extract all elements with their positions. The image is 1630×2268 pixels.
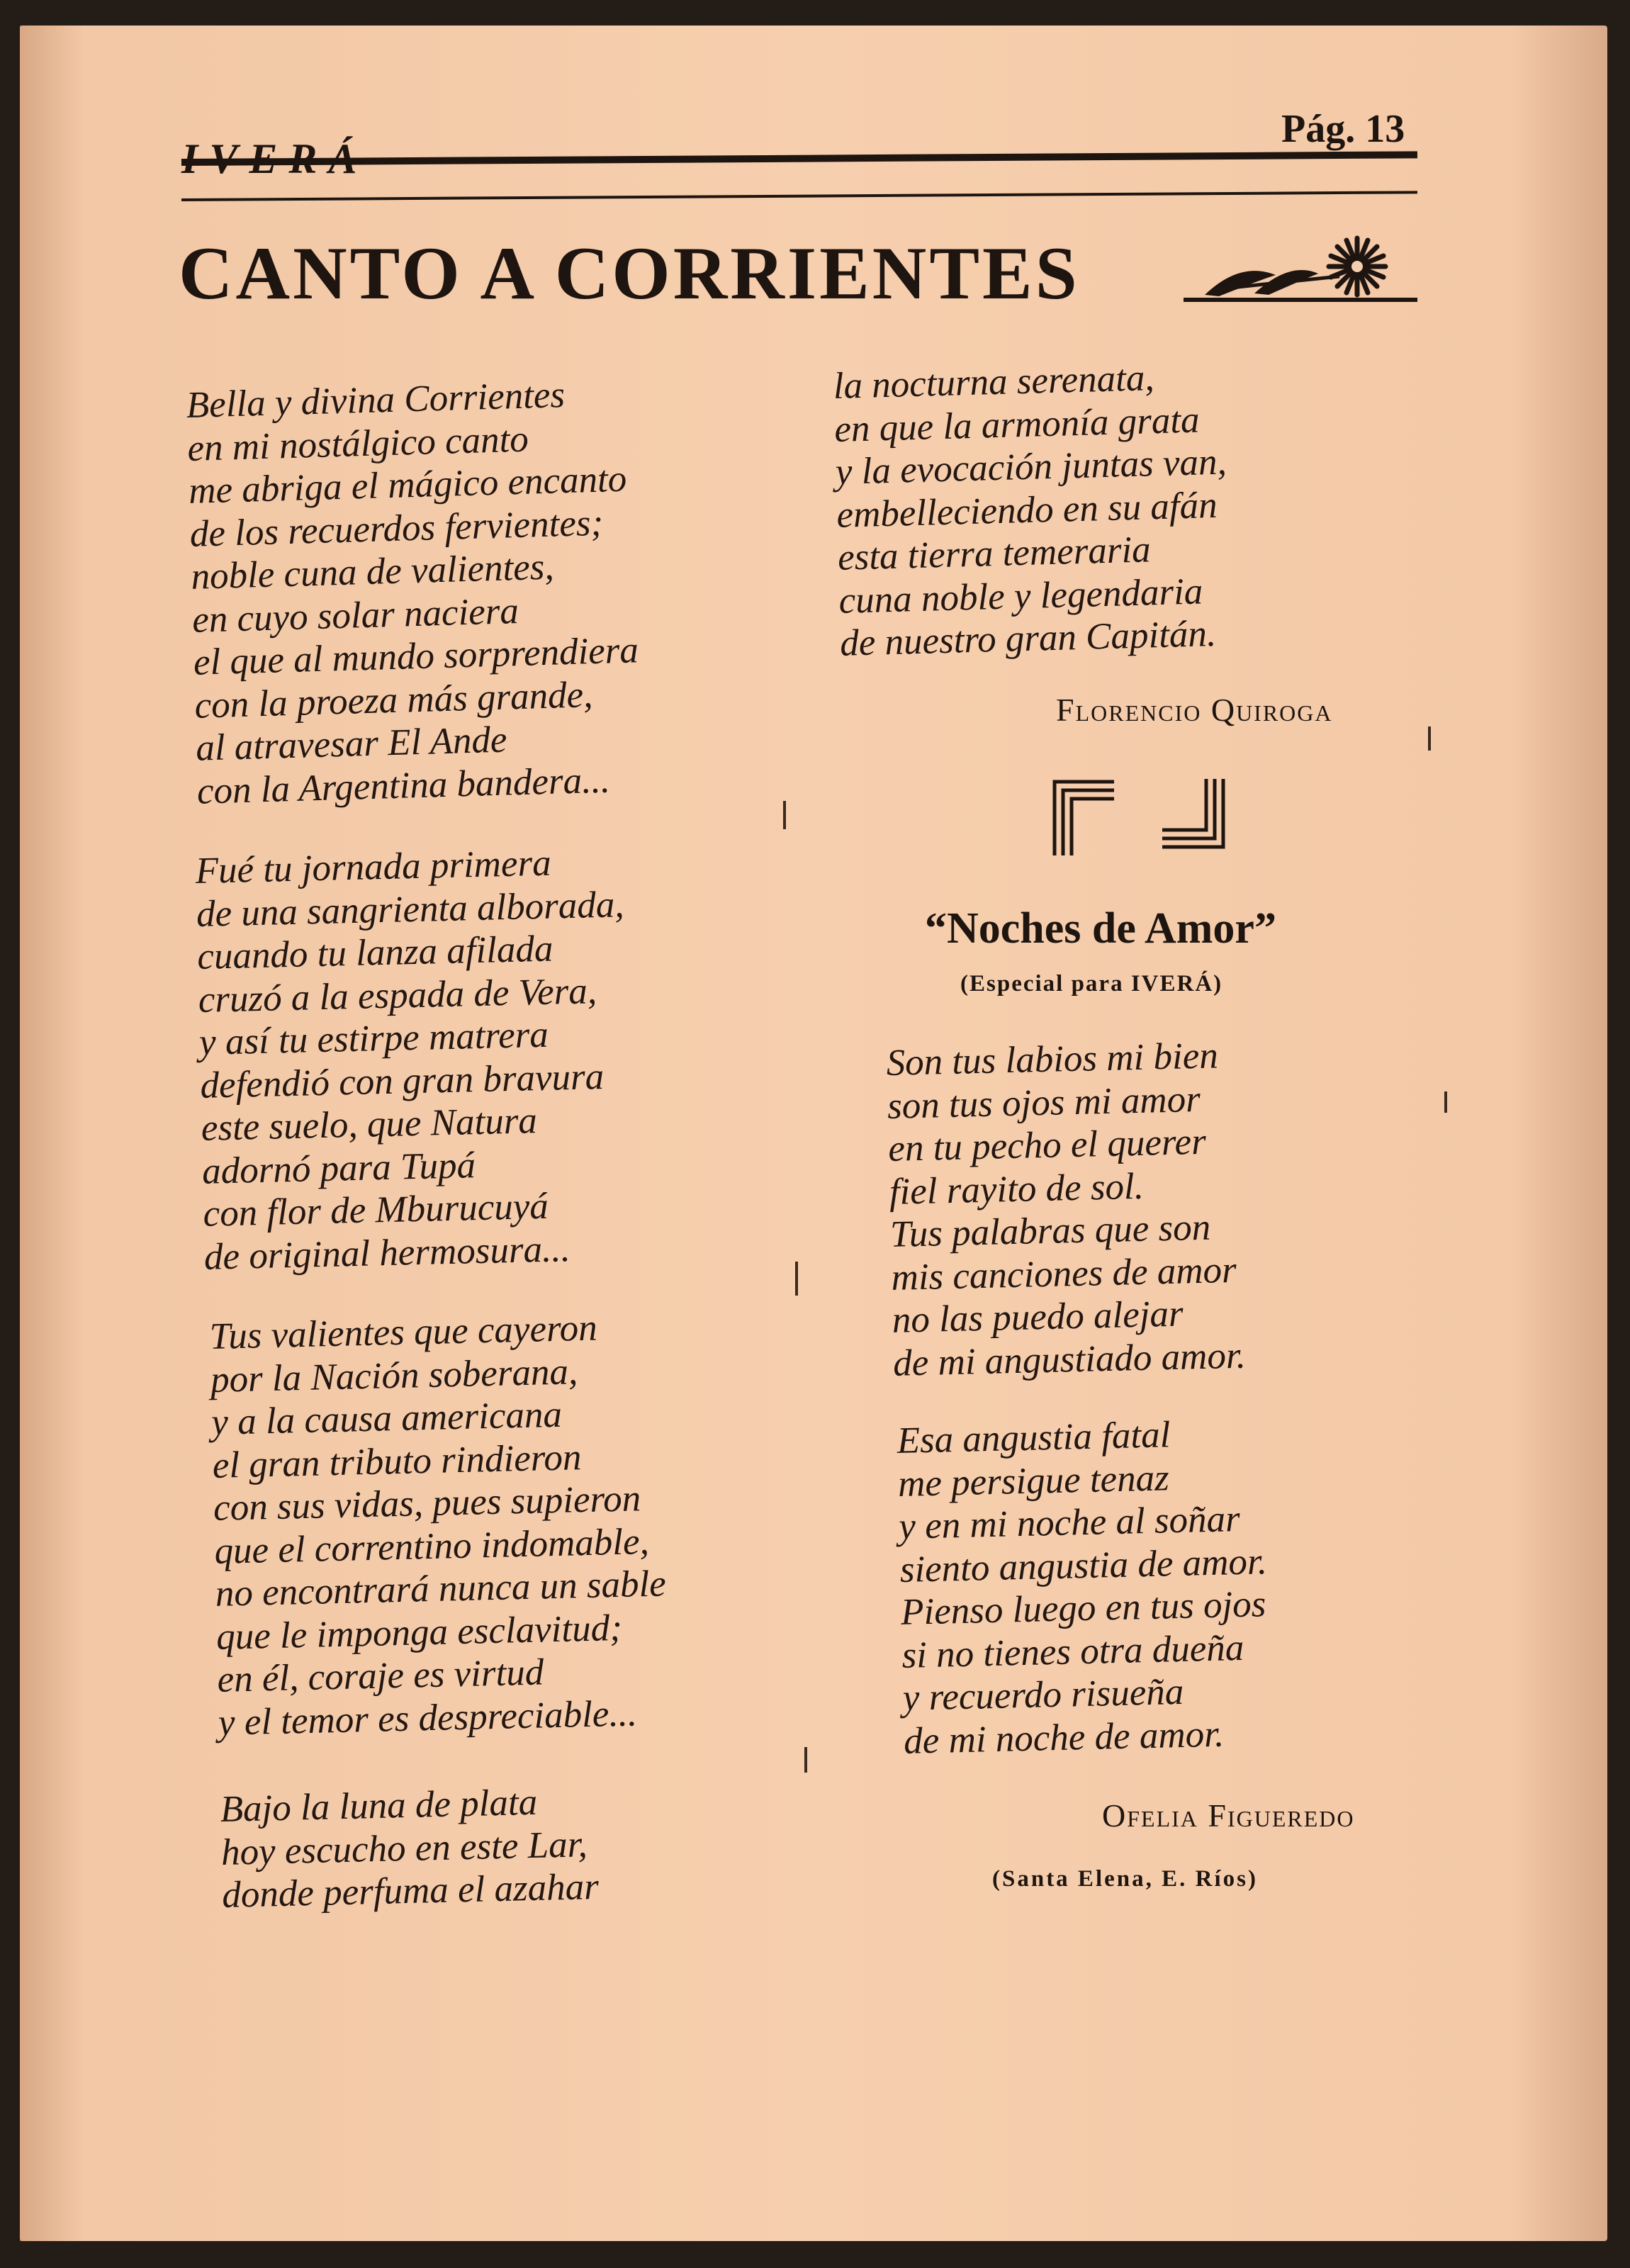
- poem-line: son tus ojos mi amor: [887, 1078, 1201, 1127]
- poem-line: por la Nación soberana,: [210, 1350, 578, 1400]
- poem-line: Pienso luego en tus ojos: [900, 1583, 1266, 1633]
- poem-line: este suelo, que Natura: [201, 1100, 538, 1149]
- ink-speck: [1444, 1091, 1447, 1113]
- poem-line: en él, coraje es virtud: [217, 1651, 544, 1700]
- poem-line: y así tu estirpe matrera: [198, 1014, 549, 1063]
- poem-line: con la Argentina bandera...: [196, 759, 611, 812]
- poem-line: noble cuna de valientes,: [190, 546, 555, 597]
- poem-stanza: [186, 371, 643, 812]
- poem-line: Fué tu jornada primera: [195, 842, 552, 892]
- poem-line: Bella y divina Corrientes: [186, 374, 566, 426]
- poem-line: de mi angustiado amor.: [892, 1335, 1247, 1384]
- poem-stanza: [833, 355, 1232, 666]
- poem-line: fiel rayito de sol.: [889, 1165, 1145, 1213]
- poem-stanza: [220, 1780, 599, 1917]
- poem-line: esta tierra temeraria: [837, 529, 1152, 578]
- poem-line: de original hermosura...: [203, 1228, 571, 1278]
- poem-line: el que al mundo sorprendiera: [193, 629, 639, 683]
- poem-line: que le imponga esclavitud;: [215, 1607, 623, 1658]
- page-number: Pág. 13: [1281, 107, 1405, 151]
- poem-line: Bajo la luna de plata: [220, 1781, 538, 1830]
- poem-line: cruzó a la espada de Vera,: [198, 970, 597, 1021]
- poem-line: defendió con gran bravura: [199, 1055, 605, 1106]
- poem-subtitle: (Especial para IVERÁ): [960, 971, 1223, 997]
- poem-line: embelleciendo en su afán: [836, 484, 1218, 536]
- poem-line: Tus valientes que cayeron: [209, 1307, 598, 1357]
- poem-line: Esa angustia fatal: [896, 1414, 1171, 1461]
- poem-line: cuna noble y legendaria: [838, 570, 1203, 622]
- poem-author: Ofelia Figueredo: [1102, 1797, 1355, 1834]
- poem-line: y en mi noche al soñar: [898, 1498, 1241, 1547]
- poem-line: no encontrará nunca un sable: [215, 1563, 667, 1615]
- poem-line: el gran tributo rindieron: [212, 1436, 583, 1486]
- poem-line: cuando tu lanza afilada: [196, 928, 553, 977]
- poem-line: y recuerdo risueña: [902, 1671, 1184, 1719]
- poem-stanza: [886, 1034, 1246, 1385]
- ink-speck: [795, 1262, 798, 1296]
- poem-line: al atravesar El Ande: [195, 719, 508, 769]
- poem-line: adornó para Tupá: [201, 1144, 476, 1192]
- poem-title: “Noches de Amor”: [925, 904, 1276, 953]
- poem-author: Florencio Quiroga: [1056, 692, 1333, 728]
- poem-line: de los recuerdos fervientes;: [189, 502, 604, 555]
- ink-speck: [804, 1747, 807, 1773]
- poem-stanza: [209, 1306, 669, 1744]
- poem-line: no las puedo alejar: [892, 1293, 1184, 1341]
- poem-line: en cuyo solar naciera: [191, 590, 519, 641]
- poem-line: donde perfuma el azahar: [221, 1865, 600, 1916]
- poem-line: mis canciones de amor: [890, 1249, 1237, 1298]
- poem-line: me abriga el mágico encanto: [188, 458, 627, 512]
- poem-line: la nocturna serenata,: [833, 357, 1155, 407]
- author-location: (Santa Elena, E. Ríos): [992, 1866, 1258, 1892]
- flower-ornament-icon: [1176, 232, 1424, 314]
- poem-line: Tus palabras que son: [889, 1206, 1211, 1255]
- poem-line: de una sangrienta alborada,: [196, 883, 625, 935]
- poem-line: y a la causa americana: [210, 1393, 563, 1443]
- poem-line: y el temor es despreciable...: [218, 1692, 638, 1744]
- poem-line: en mi nostálgico canto: [186, 418, 529, 469]
- poem-line: de mi noche de amor.: [903, 1713, 1225, 1762]
- poem-title: CANTO A CORRIENTES: [179, 232, 1080, 315]
- poem-line: Son tus labios mi bien: [886, 1035, 1219, 1084]
- poem-line: siento angustia de amor.: [899, 1540, 1268, 1590]
- poem-line: en tu pecho el querer: [887, 1121, 1207, 1169]
- poem-line: hoy escucho en este Lar,: [220, 1823, 588, 1873]
- poem-line: me persigue tenaz: [897, 1456, 1170, 1505]
- poem-line: con la proeza más grande,: [193, 673, 594, 726]
- poem-line: y la evocación juntas van,: [835, 441, 1227, 493]
- poem-line: con flor de Mburucuyá: [203, 1185, 549, 1235]
- poem-line: que el correntino indomable,: [213, 1520, 650, 1572]
- poem-stanza: [195, 840, 632, 1279]
- ink-speck: [1428, 726, 1431, 751]
- poem-stanza: [896, 1411, 1271, 1763]
- poem-line: si no tienes otra dueña: [901, 1627, 1244, 1676]
- poem-line: en que la armonía grata: [833, 398, 1201, 450]
- ink-speck: [783, 801, 786, 829]
- poem-line: con sus vidas, pues supieron: [213, 1478, 641, 1529]
- poem-line: de nuestro gran Capitán.: [839, 612, 1217, 664]
- corner-bracket-ornament-icon: [1049, 776, 1233, 865]
